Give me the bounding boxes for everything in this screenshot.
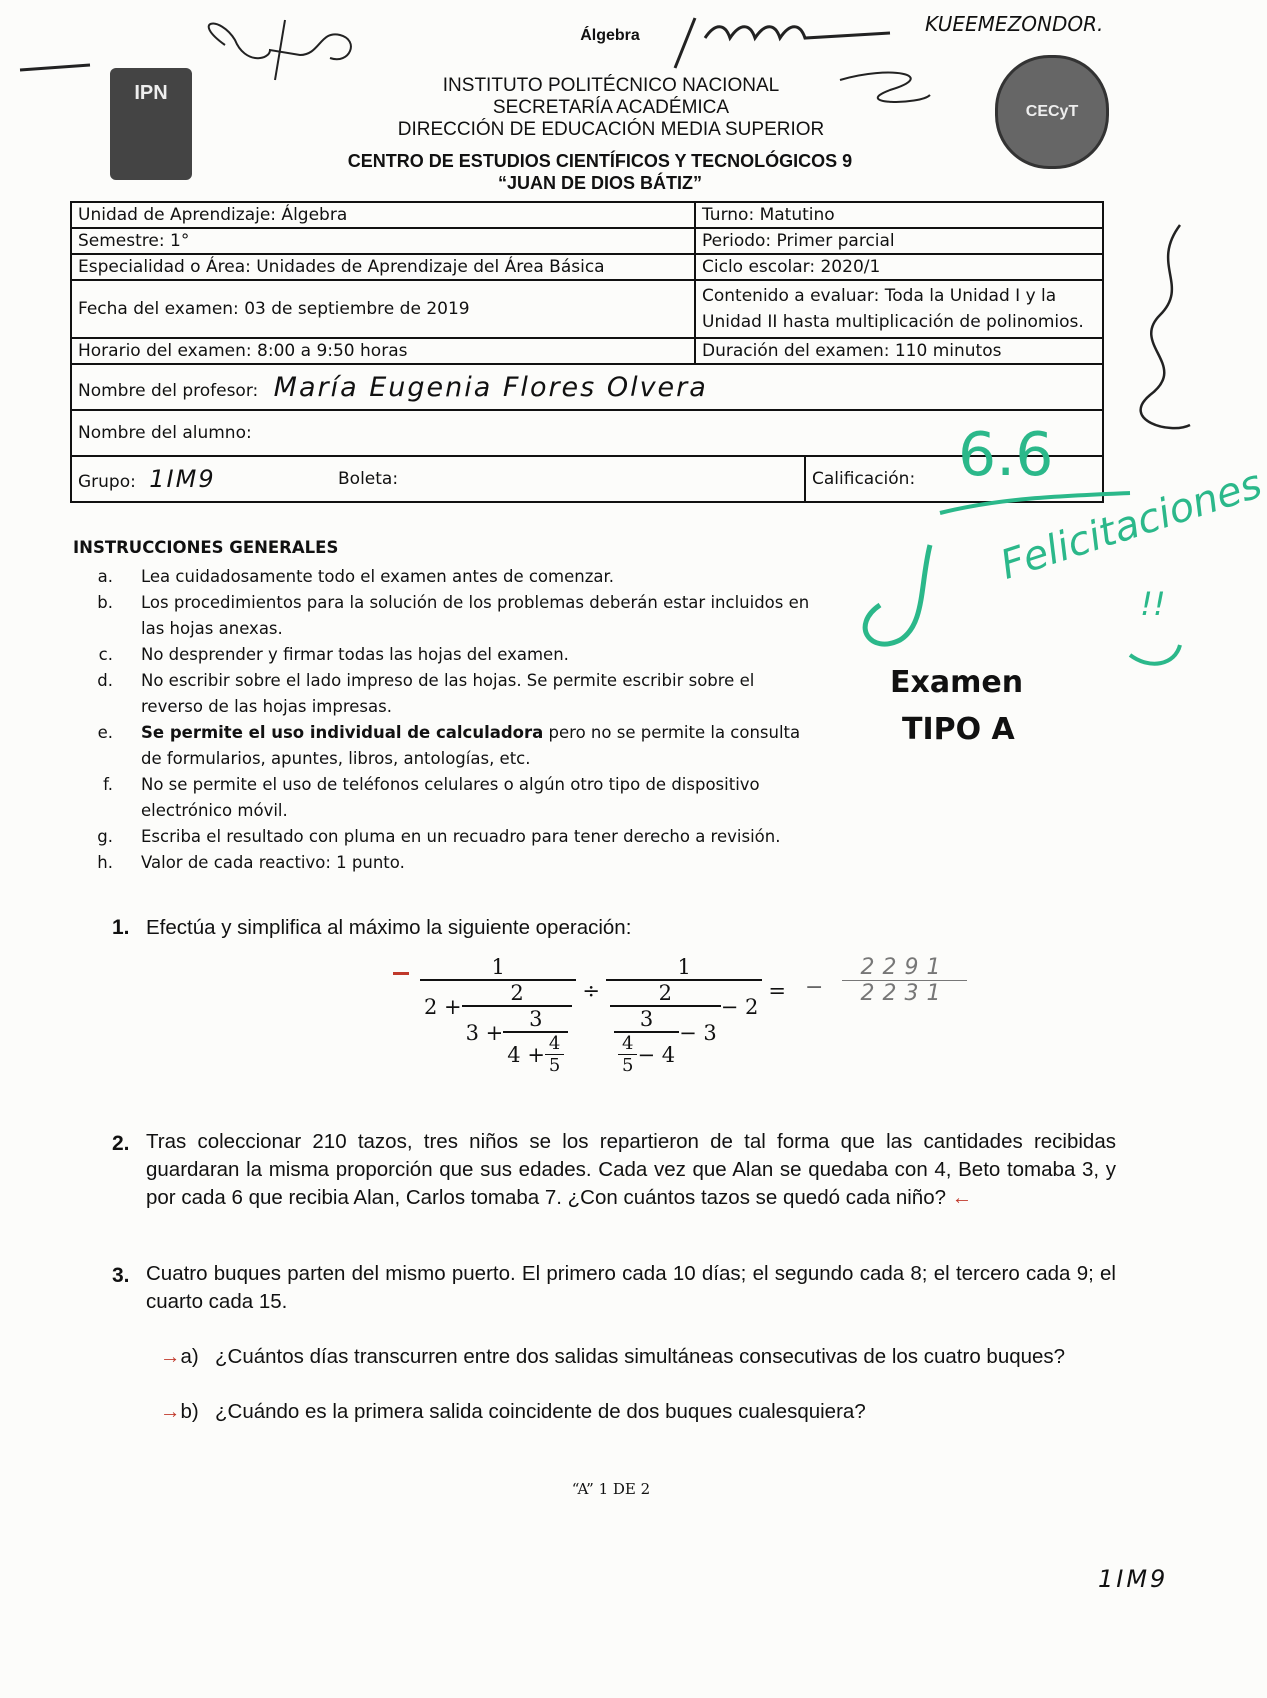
q2-number: 2.	[112, 1132, 130, 1155]
felicitaciones: Felicitaciones	[995, 461, 1267, 589]
equals-sign: =	[768, 979, 786, 1003]
school-name: CENTRO DE ESTUDIOS CIENTÍFICOS Y TECNOLÓGICOS 9	[347, 151, 853, 171]
institution-name: INSTITUTO POLITÉCNICO NACIONAL	[442, 75, 780, 96]
q3-text: Cuatro buques parten del mismo puerto. El primero cada 10 días; el segundo cada 8; el tercero cada 9; el cuarto cada 15.	[146, 1262, 1116, 1313]
arrow-mark	[393, 972, 409, 975]
instruction-item: c. No desprender y firmar todas las hojas del examen.	[98, 645, 569, 664]
q2-text: Tras coleccionar 210 tazos, tres niños se los repartieron de tal forma que las cantidades recibidas guardaran la misma proporción que sus edades. Cada vez que Alan se quedaba con 4, Beto tomaba 3, y por cada 6 que recibia Alan, Carlos tomaba 7. ¿Con cuántos tazos se quedó cada niño? ←	[146, 1130, 1116, 1209]
school-subtitle: “JUAN DE DIOS BÁTIZ”	[497, 173, 702, 193]
especialidad: Especialidad o Área: Unidades de Aprendizaje del Área Básica	[71, 254, 695, 280]
cecyt-logo: CECyT	[995, 55, 1109, 169]
instructions-list	[73, 564, 873, 876]
instruction-item: f. No se permite el uso de teléfonos celulares o algún otro tipo de dispositivo electrónico móvil.	[103, 775, 760, 820]
instruction-item: d. No escribir sobre el lado impreso de las hojas. Se permite escribir sobre el reverso de las hojas impresas.	[97, 671, 755, 716]
instruction-item: b. Los procedimientos para la solución de los problemas deberán estar incluidos en las hojas anexas.	[97, 593, 810, 638]
instruction-item: e. Se permite el uso individual de calculadora pero no se permite la consulta de formularios, apuntes, libros, antologías, etc.	[97, 723, 801, 768]
grade-value: 6.6	[958, 420, 1054, 490]
smile-mark	[830, 545, 1180, 685]
exam-type-line1: Examen	[890, 665, 1024, 700]
profesor-name: María Eugenia Flores Olvera	[273, 371, 708, 403]
handwritten-initials-top-right: KUEEMEZONDOR.	[925, 12, 1104, 36]
semestre: Semestre: 1°	[71, 228, 695, 254]
duracion: Duración del examen: 110 minutos	[695, 338, 1103, 364]
exam-type-line2: TIPO A	[902, 712, 1015, 747]
subject-heading: Álgebra	[580, 27, 640, 44]
alumno-row: Nombre del alumno:	[71, 410, 1103, 456]
grupo-row: Grupo: 1IM9 Boleta: Calificación:	[71, 456, 1103, 502]
instruction-item: a. Lea cuidadosamente todo el examen antes de comenzar.	[97, 567, 614, 586]
instruction-item: g. Escriba el resultado con pluma en un recuadro para tener derecho a revisión.	[97, 827, 781, 846]
q1-answer-minus: −	[805, 975, 824, 1000]
exclaim: !!	[1140, 585, 1166, 623]
q1-text: Efectúa y simplifica al máximo la siguiente operación:	[146, 916, 632, 939]
q3-number: 3.	[112, 1264, 130, 1287]
fraction-left: 1 2 + 2 3 + 3 4 + $\frac{4}{5}$	[420, 955, 576, 1076]
div-sign: ÷	[582, 979, 600, 1003]
q1-number: 1.	[112, 916, 130, 939]
ipn-logo: IPN	[110, 68, 192, 180]
q3a-label: →a)	[160, 1345, 199, 1368]
page-footer: “A” 1 DE 2	[571, 1480, 651, 1498]
fecha: Fecha del examen: 03 de septiembre de 2019	[71, 280, 695, 338]
q3b-label: →b)	[160, 1400, 199, 1423]
turno: Turno: Matutino	[695, 202, 1103, 228]
instruction-item: h. Valor de cada reactivo: 1 punto.	[97, 853, 405, 872]
boleta: Boleta:	[338, 469, 399, 489]
arrow-mark: ←	[951, 1186, 973, 1209]
q3a-text: ¿Cuántos días transcurren entre dos salidas simultáneas consecutivas de los cuatro buques?	[215, 1345, 1066, 1368]
q1-expression	[420, 955, 792, 1076]
signature-right-margin	[1110, 225, 1200, 440]
secretaria: SECRETARÍA ACADÉMICA	[492, 97, 730, 118]
q3b-text: ¿Cuándo es la primera salida coincidente de dos buques cualesquiera?	[215, 1400, 866, 1423]
contenido: Contenido a evaluar: Toda la Unidad I y la Unidad II hasta multiplicación de polinomios.	[695, 280, 1103, 338]
calificacion: Calificación:	[804, 457, 1102, 501]
unidad: Unidad de Aprendizaje: Álgebra	[71, 202, 695, 228]
exam-info-table	[70, 201, 1104, 503]
horario: Horario del examen: 8:00 a 9:50 horas	[71, 338, 695, 364]
periodo: Periodo: Primer parcial	[695, 228, 1103, 254]
profesor-row: Nombre del profesor: María Eugenia Flores Olvera	[71, 364, 1103, 410]
grupo-value: 1IM9	[149, 465, 216, 493]
instructions-title: INSTRUCCIONES GENERALES	[73, 538, 339, 557]
footer-group: 1IM9	[1098, 1565, 1169, 1593]
q1-answer: 2291 2231	[842, 955, 967, 1006]
ciclo: Ciclo escolar: 2020/1	[695, 254, 1103, 280]
direccion: DIRECCIÓN DE EDUCACIÓN MEDIA SUPERIOR	[397, 119, 825, 140]
fraction-right: 1 2 3 $\frac{4}{5}$ − 4 − 3 − 2	[606, 955, 762, 1076]
